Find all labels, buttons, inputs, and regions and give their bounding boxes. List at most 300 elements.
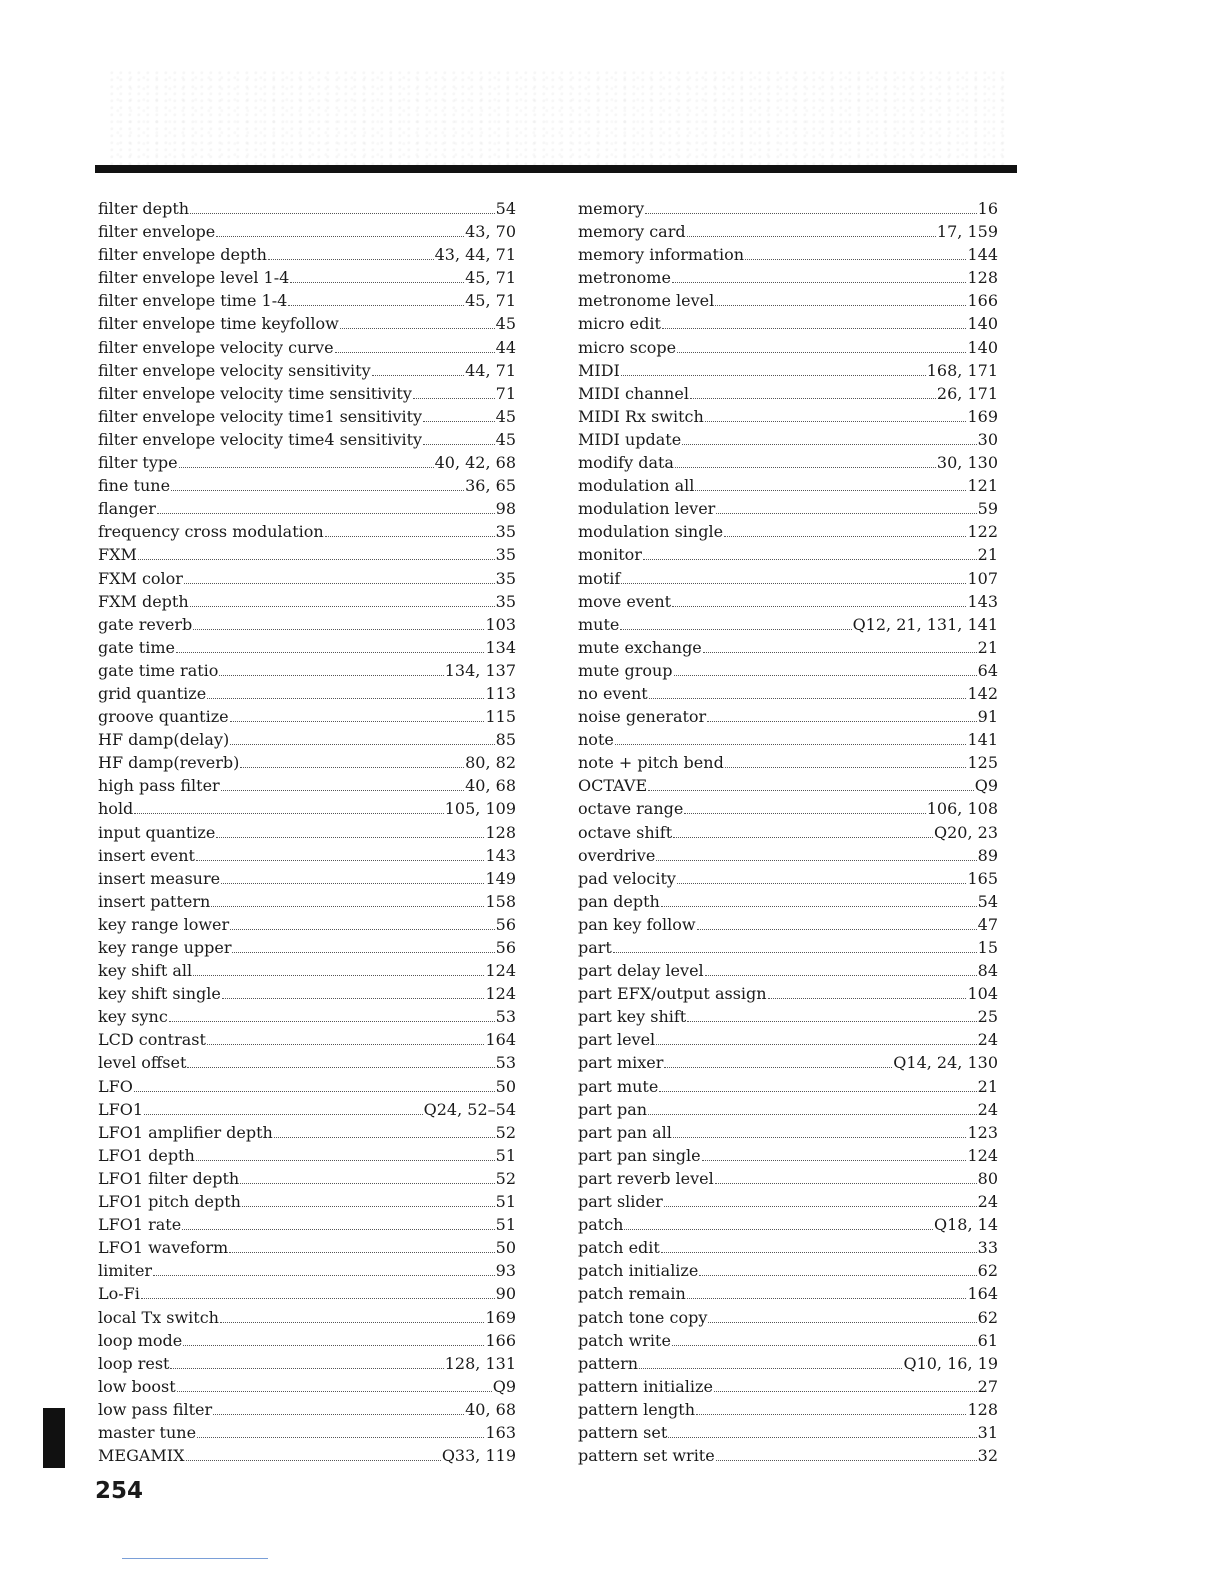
index-entry [98,1444,516,1467]
index-term: MIDI Rx switch [578,406,704,426]
index-pages: Q9 [492,1376,516,1396]
index-term: input quantize [98,822,216,842]
index-pages: 33 [977,1238,998,1258]
index-term: gate time [98,637,175,657]
index-pages: 85 [495,730,516,750]
dot-leader [290,278,464,283]
index-entry [578,243,998,266]
index-entry [578,659,998,682]
index-entry [578,336,998,359]
index-entry [578,821,998,844]
index-entry [98,890,516,913]
index-term: modify data [578,453,674,473]
dot-leader [621,371,926,376]
index-entry [98,243,516,266]
dot-leader [662,324,967,329]
dot-leader [648,1110,977,1115]
dot-leader [179,463,434,468]
index-entry [98,682,516,705]
index-entry [578,890,998,913]
dot-leader [141,1294,495,1299]
index-term: LFO [98,1076,133,1096]
dot-leader [423,417,495,422]
index-pages: 158 [485,891,516,911]
dot-leader [673,833,933,838]
index-entry [98,797,516,820]
index-term: fine tune [98,476,171,496]
dot-leader [372,371,464,376]
index-term: part mixer [578,1053,664,1073]
index-entry [98,844,516,867]
index-pages: 45 [495,429,516,449]
index-entry [98,728,516,751]
index-pages: 16 [977,199,998,218]
index-column-left [98,197,516,1467]
index-pages: 52 [495,1122,516,1142]
index-term: monitor [578,545,642,565]
index-entry [98,705,516,728]
dot-leader [661,1248,977,1253]
dot-leader [624,1225,933,1230]
header-scan-texture [110,70,1010,165]
index-entry [98,1051,516,1074]
index-pages: 93 [495,1261,516,1281]
dot-leader [668,1433,976,1438]
index-entry [98,405,516,428]
dot-leader [697,925,977,930]
dot-leader [673,1133,967,1138]
index-entry [578,867,998,890]
index-pages: 84 [977,961,998,981]
dot-leader [176,648,485,653]
dot-leader [177,1387,492,1392]
index-pages: 54 [495,199,516,218]
index-pages: 166 [967,291,998,311]
dot-leader [645,209,977,214]
index-term: grid quantize [98,683,207,703]
dot-leader [186,1456,441,1461]
index-entry [98,1236,516,1259]
index-entry [578,1282,998,1305]
index-term: loop rest [98,1353,170,1373]
index-term: part pan all [578,1122,672,1142]
index-term: key range upper [98,938,232,957]
index-pages: 26, 171 [936,383,998,403]
index-pages: 25 [977,1007,998,1027]
index-term: loop mode [98,1330,183,1350]
index-pages: 53 [495,1053,516,1073]
index-entry [98,428,516,451]
index-entry [578,1051,998,1074]
index-pages: 52 [495,1168,516,1188]
index-entry [578,359,998,382]
dot-leader [242,1202,495,1207]
index-pages: 40, 68 [465,1399,516,1419]
index-term: filter type [98,453,178,473]
dot-leader [715,301,966,306]
index-entry [98,567,516,590]
index-term: filter envelope velocity time4 sensitivity [98,429,423,449]
dot-leader [664,1063,892,1068]
dot-leader [714,1387,977,1392]
index-pages: 21 [977,637,998,657]
index-term: patch remain [578,1284,686,1304]
index-pages: 104 [967,984,998,1004]
index-entry [98,659,516,682]
index-pages: 44 [495,337,516,357]
index-pages: 128 [485,822,516,842]
index-term: LFO1 depth [98,1145,195,1165]
index-entry [98,636,516,659]
index-term: key shift all [98,961,193,981]
index-term: part pan [578,1099,648,1119]
dot-leader [684,809,925,814]
index-term: LFO1 filter depth [98,1168,240,1188]
index-pages: 56 [495,914,516,934]
index-pages: 43, 44, 71 [434,245,516,265]
index-term: metronome [578,268,671,288]
index-term: patch initialize [578,1261,699,1281]
index-pages: 140 [967,314,998,334]
dot-leader [745,255,966,260]
index-pages: 24 [977,1099,998,1119]
index-pages: 124 [485,984,516,1004]
dot-leader [643,555,977,560]
index-pages: 123 [967,1122,998,1142]
index-pages: 143 [967,591,998,611]
dot-leader [702,1156,967,1161]
index-entry [578,913,998,936]
dot-leader [621,579,966,584]
index-term: MEGAMIX [98,1446,185,1466]
index-term: pattern initialize [578,1376,713,1396]
dot-leader [674,671,977,676]
index-pages: 124 [485,961,516,981]
index-entry [578,1098,998,1121]
dot-leader [190,209,495,214]
index-term: note [578,730,614,750]
index-term: insert pattern [98,891,211,911]
dot-leader [677,348,966,353]
dot-leader [157,509,495,514]
index-pages: 35 [495,568,516,588]
index-pages: 149 [485,868,516,888]
index-entry [578,567,998,590]
index-entry [98,359,516,382]
index-term: mute group [578,660,673,680]
index-term: modulation single [578,522,724,542]
index-pages: 27 [977,1376,998,1396]
dot-leader [695,486,966,491]
index-entry [578,982,998,1005]
index-term: pan key follow [578,914,696,934]
index-pages: 30 [977,429,998,449]
index-entry [578,1329,998,1352]
index-entry [98,590,516,613]
index-entry [578,405,998,428]
index-entry [98,451,516,474]
index-pages: 169 [485,1307,516,1327]
index-entry [578,774,998,797]
index-term: motif [578,568,621,588]
dot-leader [230,925,495,930]
index-term: flanger [98,499,156,519]
index-pages: 64 [977,660,998,680]
index-entry [98,913,516,936]
index-entry [578,797,998,820]
index-term: part slider [578,1192,663,1212]
index-term: note + pitch bend [578,753,724,773]
index-pages: 165 [967,868,998,888]
index-entry [98,1329,516,1352]
dot-leader [230,740,494,745]
index-pages: 51 [495,1145,516,1165]
dot-leader [715,1179,977,1184]
index-entry [98,336,516,359]
index-entry [98,1190,516,1213]
index-entry [578,1444,998,1467]
index-pages: 31 [977,1422,998,1442]
dot-leader [183,1341,484,1346]
index-pages: 15 [977,938,998,957]
index-term: patch write [578,1330,671,1350]
index-pages: 164 [967,1284,998,1304]
index-pages: 51 [495,1192,516,1212]
index-pages: 45 [495,406,516,426]
index-term: key sync [98,1007,168,1027]
index-entry [98,197,516,220]
index-entry [578,1144,998,1167]
index-pages: 43, 70 [465,222,516,242]
index-term: noise generator [578,707,707,727]
index-term: hold [98,799,134,819]
index-entry [578,289,998,312]
dot-leader [768,994,967,999]
index-entry [98,1421,516,1444]
index-pages: 56 [495,938,516,957]
index-term: pattern set write [578,1446,715,1466]
dot-leader [677,879,967,884]
index-pages: 80 [977,1168,998,1188]
dot-leader [672,602,966,607]
dot-leader [413,394,495,399]
index-term: memory information [578,245,745,265]
index-pages: 71 [495,383,516,403]
index-term: filter envelope velocity time sensitivity [98,383,412,403]
index-pages: 124 [967,1145,998,1165]
index-term: limiter [98,1261,153,1281]
index-pages: 103 [485,614,516,634]
index-term: Lo-Fi [98,1284,140,1304]
index-entry [578,590,998,613]
index-entry [578,1121,998,1144]
index-term: octave shift [578,822,673,842]
index-entry [578,543,998,566]
index-entry [98,289,516,312]
index-entry [578,682,998,705]
index-entry [98,751,516,774]
index-term: groove quantize [98,707,229,727]
index-pages: 144 [967,245,998,265]
index-term: HF damp(delay) [98,730,230,750]
dot-leader [144,1110,423,1115]
dot-leader [682,440,976,445]
index-pages: Q10, 16, 19 [903,1353,998,1373]
dot-leader [219,671,443,676]
index-pages: 142 [967,683,998,703]
dot-leader [193,971,484,976]
dot-leader [659,1087,976,1092]
dot-leader [699,1271,976,1276]
index-pages: 24 [977,1030,998,1050]
dot-leader [220,1318,485,1323]
index-pages: 115 [485,707,516,727]
index-entry [98,821,516,844]
index-term: key shift single [98,984,221,1004]
index-entry [578,266,998,289]
dot-leader [169,1017,495,1022]
dot-leader [675,463,936,468]
dot-leader [687,1017,976,1022]
index-pages: 98 [495,499,516,519]
index-entry [578,959,998,982]
dot-leader [221,786,464,791]
index-pages: 30, 130 [936,453,998,473]
dot-leader [423,440,495,445]
index-term: FXM [98,545,137,565]
index-pages: 128 [967,268,998,288]
index-pages: 134 [485,637,516,657]
index-pages: 80, 82 [465,753,516,773]
dot-leader [639,1364,902,1369]
index-pages: Q20, 23 [933,822,998,842]
section-thumb-tab [43,1408,65,1468]
dot-leader [134,809,443,814]
index-term: modulation lever [578,499,716,519]
index-term: level offset [98,1053,187,1073]
index-term: FXM depth [98,591,189,611]
index-pages: 128 [967,1399,998,1419]
index-entry [98,1352,516,1375]
index-pages: 50 [495,1238,516,1258]
index-entry [578,844,998,867]
index-pages: 62 [977,1307,998,1327]
index-entry [578,1167,998,1190]
index-term: local Tx switch [98,1307,219,1327]
dot-leader [211,902,484,907]
index-pages: 121 [967,476,998,496]
index-term: LFO1 pitch depth [98,1192,241,1212]
dot-leader [182,1225,494,1230]
index-pages: 35 [495,522,516,542]
index-term: patch [578,1215,624,1235]
index-pages: 21 [977,545,998,565]
index-entry [578,751,998,774]
index-entry [578,497,998,520]
index-term: filter envelope time keyfollow [98,314,339,334]
index-entry [578,705,998,728]
index-entry [578,1075,998,1098]
index-term: insert event [98,845,195,865]
index-pages: Q9 [974,776,998,796]
index-pages: 24 [977,1192,998,1212]
index-pages: 47 [977,914,998,934]
index-term: low pass filter [98,1399,213,1419]
dot-leader [230,717,485,722]
dot-leader [335,348,495,353]
dot-leader [229,1248,494,1253]
index-entry [578,1190,998,1213]
index-pages: 134, 137 [444,660,516,680]
index-pages: 35 [495,591,516,611]
index-pages: Q18, 14 [933,1215,998,1235]
dot-leader [288,301,464,306]
index-entry [98,1398,516,1421]
dot-leader [240,1179,494,1184]
dot-leader [648,786,974,791]
index-entry [98,1259,516,1282]
index-pages: 141 [967,730,998,750]
index-term: filter envelope velocity sensitivity [98,360,371,380]
index-entry [578,1306,998,1329]
index-pages: 128, 131 [444,1353,516,1373]
index-term: master tune [98,1422,197,1442]
index-term: LCD contrast [98,1030,206,1050]
index-pages: 51 [495,1215,516,1235]
index-pages: Q24, 52–54 [423,1099,516,1119]
index-term: patch tone copy [578,1307,708,1327]
dot-leader [705,971,977,976]
dot-leader [207,1040,485,1045]
index-pages: 163 [485,1422,516,1442]
index-pages: 143 [485,845,516,865]
index-entry [98,266,516,289]
index-pages: Q14, 24, 130 [893,1053,998,1073]
index-pages: 17, 159 [936,222,998,242]
index-term: filter envelope velocity curve [98,337,334,357]
index-pages: 45, 71 [465,268,516,288]
dot-leader [340,324,495,329]
index-term: high pass filter [98,776,220,796]
index-term: memory card [578,222,686,242]
index-term: move event [578,591,672,611]
index-entry [578,520,998,543]
index-pages: 62 [977,1261,998,1281]
index-term: filter envelope [98,222,216,242]
index-entry [578,382,998,405]
index-entry [98,774,516,797]
index-entry [98,1282,516,1305]
index-term: octave range [578,799,684,819]
index-term: HF damp(reverb) [98,753,240,773]
index-term: modulation all [578,476,695,496]
index-pages: 32 [977,1446,998,1466]
index-entry [98,613,516,636]
index-entry [98,1375,516,1398]
index-term: no event [578,683,648,703]
dot-leader [274,1133,495,1138]
index-entry [578,936,998,959]
index-term: part mute [578,1076,659,1096]
dot-leader [207,694,484,699]
index-pages: 50 [495,1076,516,1096]
dot-leader [725,763,967,768]
index-entry [578,1028,998,1051]
dot-leader [171,486,464,491]
dot-leader [197,1433,484,1438]
dot-leader [724,532,966,537]
index-pages: 21 [977,1076,998,1096]
